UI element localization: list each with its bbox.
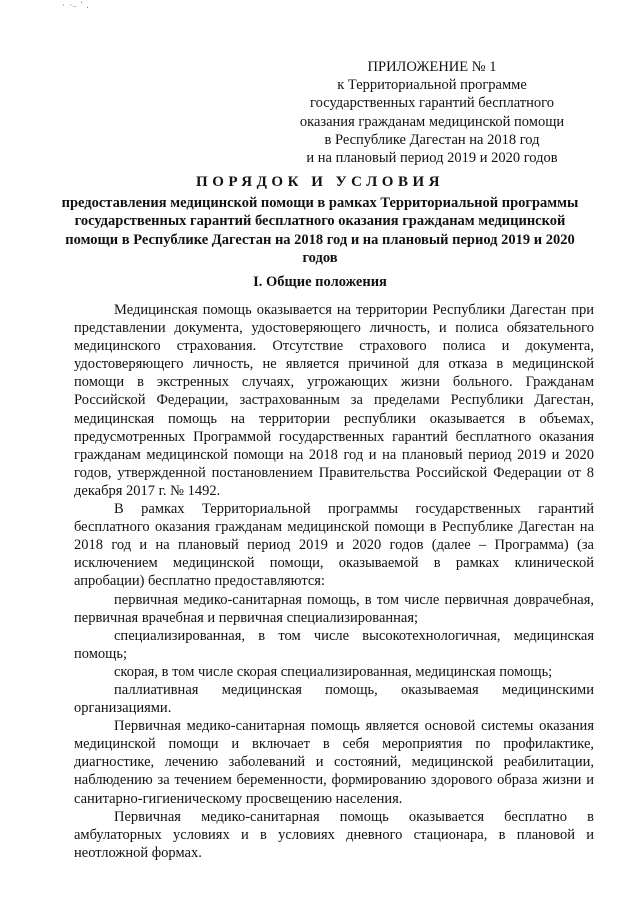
document-title: ПОРЯДОК И УСЛОВИЯ — [196, 174, 444, 190]
appendix-line: государственных гарантий бесплатного — [310, 95, 554, 112]
appendix-line: ПРИЛОЖЕНИЕ № 1 — [367, 59, 497, 75]
appendix-line: оказания гражданам медицинской помощи — [299, 113, 565, 130]
paragraph: В рамках Территориальной программы государственных гарантий бесплатного оказания гражданам медицинской помощи в Республике Дагестан на 2018 год и на плановый период 2019 и 2020 годов (далее – Программа) (за исключением медицинской помощи, оказываемой в рамках клинической апробации) бесплатно предоставляются: — [74, 501, 594, 590]
document-subtitle: предоставления медицинской помощи в рамках Территориальной программы государственных гарантий бесплатного оказания гражданам медицинской помощи в Республике Дагестан на 2018 год и на плановый период 2019 и 2020 годов — [61, 195, 579, 267]
section-heading: I. Общие положения — [253, 274, 387, 290]
paragraph: паллиативная медицинская помощь, оказываемая медицинскими организациями. — [74, 681, 594, 717]
appendix-line: к Территориальной программе — [337, 77, 527, 94]
paragraph: специализированная, в том числе высокотехнологичная, медицинская помощь; — [74, 627, 594, 662]
scan-artifact: · ·˗ ' . — [62, 0, 90, 10]
paragraph: Медицинская помощь оказывается на территории Республики Дагестан при представлении документа, удостоверяющего личность, и полиса обязательного медицинского страхования. Отсутствие страхового полиса и документа, удостоверяющего личность, не является причиной для отказа в медицинской помощи в экстренных случаях, угрожающих жизни больного. Гражданам Российской Федерации, застрахованным за пределами Республики Дагестан, медицинская помощь на территории республики оказывается в объемах, предусмотренных Программой государственных гарантий бесплатного оказания гражданам медицинской помощи на 2018 год и на плановый период 2019 и 2020 годов, утвержденной постановлением Правительства Российской Федерации от 8 декабря 2017 г. № 1492. — [74, 302, 594, 499]
document-body — [74, 301, 594, 862]
paragraph: скорая, в том числе скорая специализированная, медицинская помощь; — [114, 663, 553, 680]
paragraph: Первичная медико-санитарная помощь оказывается бесплатно в амбулаторных условиях и в условиях дневного стационара, в плановой и неотложной формах. — [74, 808, 594, 861]
appendix-line: и на плановый период 2019 и 2020 годов — [306, 150, 558, 167]
appendix-header — [282, 58, 582, 167]
paragraph: первичная медико-санитарная помощь, в том числе первичная доврачебная, первичная врачебная и первичная специализированная; — [74, 591, 594, 626]
paragraph: Первичная медико-санитарная помощь является основой системы оказания медицинской помощи и включает в себя мероприятия по профилактике, диагностике, лечению заболеваний и состояний, медицинской реабилитации, наблюдению за течением беременности, формированию здорового образа жизни и санитарно-гигиеническому просвещению населения. — [74, 718, 594, 807]
appendix-line: в Республике Дагестан на 2018 год — [324, 131, 540, 148]
